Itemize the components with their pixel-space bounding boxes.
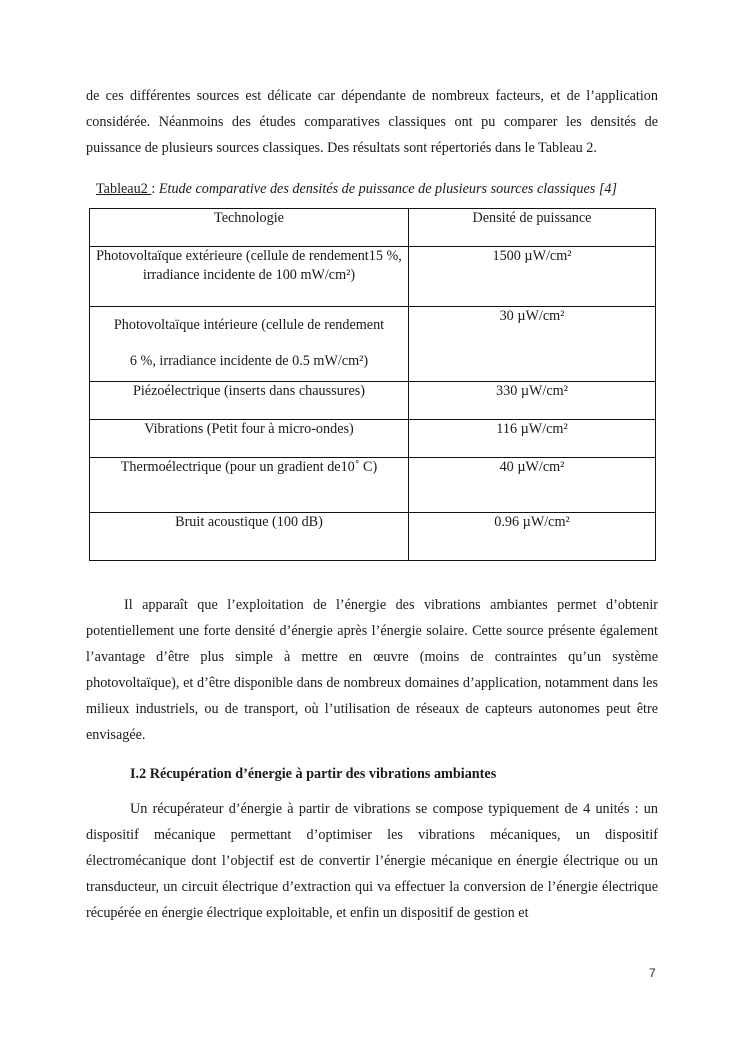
header-technologie: Technologie (90, 209, 409, 247)
cell-tech (90, 307, 409, 382)
cell-density: 116 µW/cm² (409, 420, 656, 458)
power-density-table (89, 208, 656, 561)
cell-tech: Photovoltaïque extérieure (cellule de rendement15 %, irradiance incidente de 100 mW/cm²) (90, 247, 409, 307)
table-header-row (90, 209, 656, 247)
table-row (90, 247, 656, 307)
table-caption-label: Tableau2 (96, 181, 152, 197)
cell-tech: Piézoélectrique (inserts dans chaussures) (90, 382, 409, 420)
paragraph-vibrations-advantage (86, 592, 658, 748)
section-heading: I.2 Récupération d’énergie à partir des vibrations ambiantes (130, 766, 497, 782)
paragraph-text: Il apparaît que l’exploitation de l’énergie des vibrations ambiantes permet d’obtenir potentiellement une forte densité d’énergie après l’énergie solaire. Cette source présente également l’avantage d’être plus simple à mettre en œuvre (moins de contraintes qu’un système photovoltaïque), et d’être disponible dans de nombreux domaines d’application, notamment dans les milieux industriels, ou de transport, où l’utilisation de réseaux de capteurs autonomes peut être envisagée. (86, 597, 658, 743)
paragraph-harvester-units (86, 796, 658, 926)
table-caption-separator: : (151, 181, 159, 197)
cell-density: 0.96 µW/cm² (409, 513, 656, 561)
intro-paragraph: de ces différentes sources est délicate car dépendante de nombreux facteurs, et de l’application considérée. Néanmoins des études comparatives classiques ont pu comparer les densités de puissance de plusieurs sources classiques. Des résultats sont répertoriés dans le Tableau 2. (86, 88, 658, 156)
header-densite: Densité de puissance (409, 209, 656, 247)
cell-density: 1500 µW/cm² (409, 247, 656, 307)
table-row (90, 307, 656, 382)
table-row (90, 513, 656, 561)
cell-density: 30 µW/cm² (409, 307, 656, 382)
table-row (90, 382, 656, 420)
cell-tech-line: Photovoltaïque intérieure (cellule de rendement (113, 317, 385, 333)
cell-tech: Bruit acoustique (100 dB) (90, 513, 409, 561)
table-row (90, 420, 656, 458)
table-caption-text: Etude comparative des densités de puissance de plusieurs sources classiques [4] (158, 181, 617, 197)
cell-density: 330 µW/cm² (409, 382, 656, 420)
paragraph-text: Un récupérateur d’énergie à partir de vibrations se compose typiquement de 4 unités : un dispositif mécanique permettant d’optimiser les vibrations mécaniques, un dispositif électromécanique dont l’objectif est de convertir l’énergie mécanique en énergie électrique ou un transducteur, un circuit électrique d’extraction qui va effectuer la conversion de l’énergie électrique récupérée en énergie électrique exploitable, et enfin un dispositif de gestion et (86, 801, 658, 921)
page-number: 7 (649, 966, 656, 980)
cell-tech: Thermoélectrique (pour un gradient de10˚ C) (90, 458, 409, 513)
table-row (90, 458, 656, 513)
cell-tech: Vibrations (Petit four à micro-ondes) (90, 420, 409, 458)
cell-density: 40 µW/cm² (409, 458, 656, 513)
cell-tech-line: 6 %, irradiance incidente de 0.5 mW/cm²) (129, 353, 369, 369)
table-caption (96, 179, 666, 199)
